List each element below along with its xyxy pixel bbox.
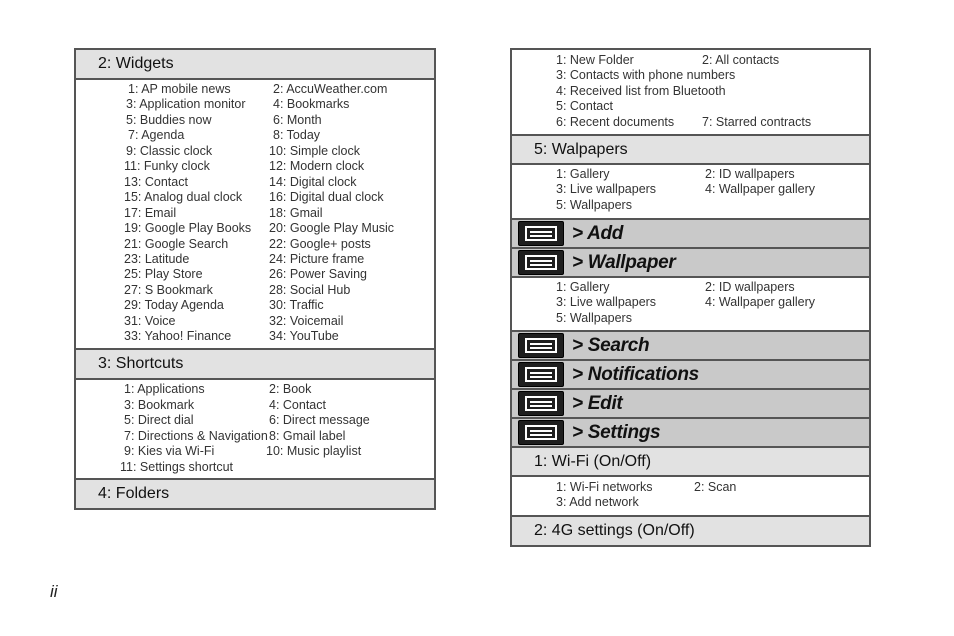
list-item: 28: Social Hub xyxy=(269,282,351,297)
list-item: 22: Google+ posts xyxy=(269,236,371,251)
widgets-list xyxy=(76,80,434,350)
list-item: 26: Power Saving xyxy=(269,267,367,282)
list-item: 6: Recent documents xyxy=(556,114,675,129)
menu-notifications-label: > Notifications xyxy=(572,363,699,385)
list-item: 9: Classic clock xyxy=(126,143,213,158)
list-item: 17: Email xyxy=(124,205,177,220)
list-item: 3: Contacts with phone numbers xyxy=(556,68,736,83)
menu-settings-row xyxy=(512,419,869,448)
menu-edit-label: > Edit xyxy=(572,392,623,414)
list-item: 2: Book xyxy=(269,382,312,396)
list-item: 11: Settings shortcut xyxy=(120,459,234,474)
list-item: 32: Voicemail xyxy=(269,313,344,328)
list-item: 1: Wi-Fi networks xyxy=(556,480,653,494)
list-item: 12: Modern clock xyxy=(269,159,365,174)
list-item: 1: Gallery xyxy=(556,280,610,294)
list-item: 5: Buddies now xyxy=(126,112,212,127)
list-item: 10: Simple clock xyxy=(269,143,361,158)
list-item: 18: Gmail xyxy=(269,205,323,220)
list-item: 4: Bookmarks xyxy=(273,97,350,112)
left-menu-table xyxy=(74,48,436,510)
4g-settings-header xyxy=(512,517,869,545)
list-item: 21: Google Search xyxy=(124,236,229,251)
menu-key-icon xyxy=(518,391,564,416)
menu-key-icon xyxy=(518,250,564,275)
list-item: 33: Yahoo! Finance xyxy=(124,329,232,344)
walpapers-list xyxy=(512,165,869,220)
menu-add-label: > Add xyxy=(572,222,624,244)
list-item: 14: Digital clock xyxy=(269,174,357,189)
walpapers-title: 5: Walpapers xyxy=(534,140,628,158)
list-item: 13: Contact xyxy=(124,174,188,189)
list-item: 2: ID wallpapers xyxy=(705,280,795,294)
list-item: 8: Today xyxy=(273,128,321,143)
list-item: 4: Wallpaper gallery xyxy=(705,295,816,310)
right-menu-table xyxy=(510,48,871,547)
list-item: 1: Gallery xyxy=(556,167,610,181)
shortcuts-list xyxy=(76,380,434,480)
wifi-title: 1: Wi-Fi (On/Off) xyxy=(534,452,652,470)
list-item: 5: Contact xyxy=(556,99,613,114)
folders-title: 4: Folders xyxy=(98,485,170,502)
list-item: 34: YouTube xyxy=(269,329,339,344)
widgets-title: 2: Widgets xyxy=(98,55,174,72)
list-item: 5: Wallpapers xyxy=(556,310,632,325)
menu-edit-row xyxy=(512,390,869,419)
list-item: 2: All contacts xyxy=(702,53,780,67)
list-item: 15: Analog dual clock xyxy=(124,190,243,205)
list-item: 29: Today Agenda xyxy=(124,298,224,313)
menu-search-row xyxy=(512,332,869,361)
menu-key-icon xyxy=(518,333,564,358)
list-item: 3: Add network xyxy=(556,495,639,510)
list-item: 4: Contact xyxy=(269,397,326,412)
list-item: 3: Bookmark xyxy=(124,397,195,412)
list-item: 3: Application monitor xyxy=(126,97,246,112)
list-item: 23: Latitude xyxy=(124,251,190,266)
shortcuts-title: 3: Shortcuts xyxy=(98,355,184,372)
menu-wallpaper-label: > Wallpaper xyxy=(572,251,676,273)
shortcuts-header xyxy=(76,350,434,380)
list-item: 6: Direct message xyxy=(269,413,370,427)
folder-items-list xyxy=(512,50,869,136)
menu-settings-label: > Settings xyxy=(572,421,661,443)
list-item: 10: Music playlist xyxy=(266,444,362,458)
wifi-header xyxy=(512,448,869,477)
menu-key-icon xyxy=(518,362,564,387)
list-item: 8: Gmail label xyxy=(269,428,346,443)
list-item: 25: Play Store xyxy=(124,267,203,282)
page-number: ii xyxy=(50,582,58,601)
wallpaper-list xyxy=(512,278,869,332)
list-item: 2: ID wallpapers xyxy=(705,167,795,181)
list-item: 3: Live wallpapers xyxy=(556,295,657,310)
list-item: 7: Directions & Navigation xyxy=(124,428,268,443)
list-item: 6: Month xyxy=(273,112,322,127)
list-item: 24: Picture frame xyxy=(269,251,365,266)
list-item: 2: AccuWeather.com xyxy=(273,82,388,96)
list-item: 7: Agenda xyxy=(128,128,185,143)
menu-search-label: > Search xyxy=(572,334,650,356)
list-item: 20: Google Play Music xyxy=(269,221,395,236)
list-item: 19: Google Play Books xyxy=(124,221,252,236)
wifi-list xyxy=(512,477,869,517)
list-item: 1: Applications xyxy=(124,382,205,396)
walpapers-header xyxy=(512,136,869,165)
list-item: 7: Starred contracts xyxy=(702,114,812,129)
list-item: 3: Live wallpapers xyxy=(556,182,657,197)
list-item: 5: Wallpapers xyxy=(556,197,632,212)
list-item: 1: New Folder xyxy=(556,53,634,67)
menu-key-icon xyxy=(518,221,564,246)
list-item: 5: Direct dial xyxy=(124,413,194,427)
list-item: 4: Wallpaper gallery xyxy=(705,182,816,197)
list-item: 11: Funky clock xyxy=(124,159,210,174)
menu-wallpaper-row xyxy=(512,249,869,278)
list-item: 1: AP mobile news xyxy=(128,82,231,96)
list-item: 31: Voice xyxy=(124,313,176,328)
list-item: 4: Received list from Bluetooth xyxy=(556,83,726,98)
list-item: 27: S Bookmark xyxy=(124,282,213,297)
list-item: 9: Kies via Wi-Fi xyxy=(124,444,215,458)
menu-key-icon xyxy=(518,420,564,445)
list-item: 16: Digital dual clock xyxy=(269,190,384,205)
menu-add-row xyxy=(512,220,869,249)
list-item: 2: Scan xyxy=(694,480,737,494)
list-item: 30: Traffic xyxy=(269,298,324,313)
4g-settings-title: 2: 4G settings (On/Off) xyxy=(534,522,695,539)
folders-header xyxy=(76,480,434,508)
menu-notifications-row xyxy=(512,361,869,390)
widgets-header xyxy=(76,50,434,80)
